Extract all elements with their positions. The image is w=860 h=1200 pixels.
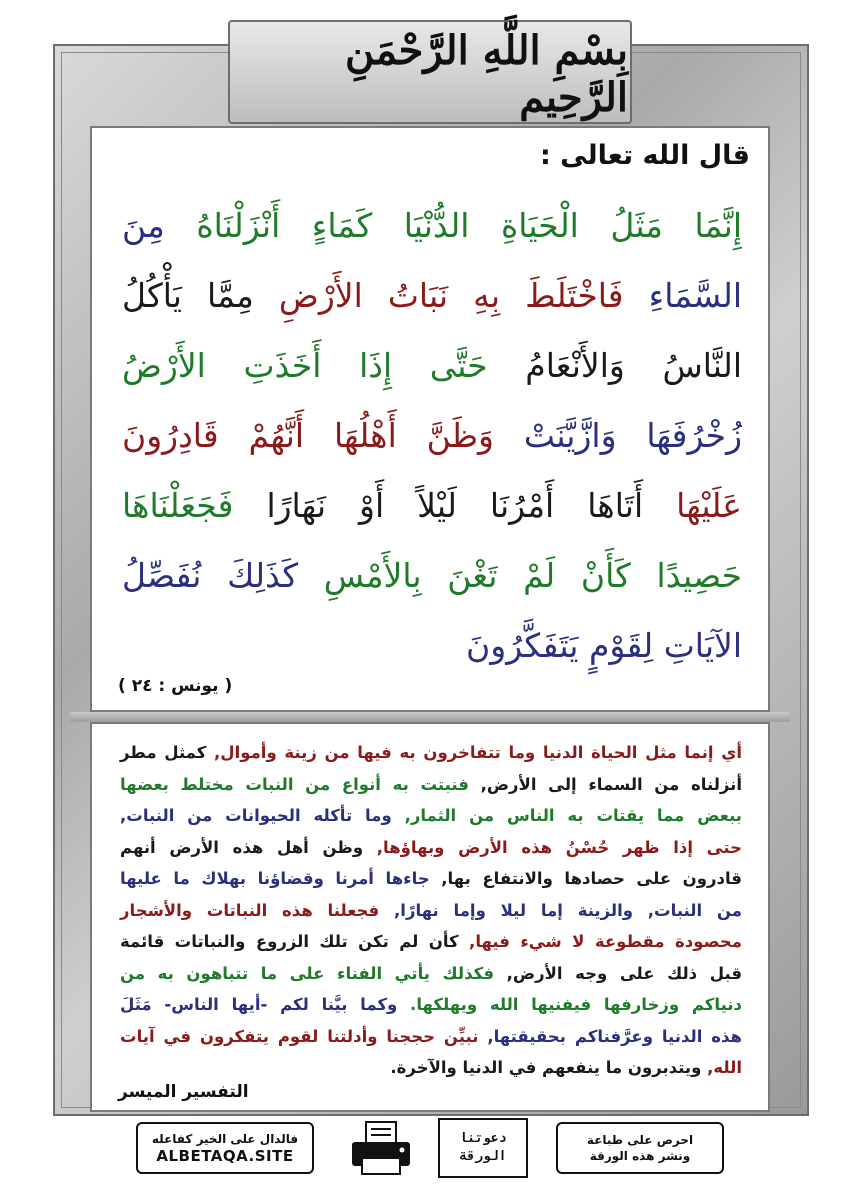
verse-segment: كَذَلِكَ نُفَصِّلُ	[122, 556, 299, 595]
tafsir-segment: من النبات, والزينة إما ليلا وإما نهارًا,	[394, 900, 742, 920]
verse-segment: وَظَنَّ أَهْلُهَا أَنَّهُمْ قَادِرُونَ	[122, 416, 494, 455]
tafsir-segment: ويتدبرون ما ينفعهم في الدنيا والآخرة.	[390, 1058, 708, 1077]
verse-segment: السَّمَاءِ	[623, 276, 742, 315]
footer-print-line1: احرص على طباعة	[586, 1133, 694, 1147]
verse-segment: مِمَّا يَأْكُلُ	[122, 276, 254, 315]
footer-left-box	[136, 1122, 314, 1174]
tafsir-segment: قبل ذلك على وجه الأرض,	[506, 963, 742, 983]
tafsir-line	[120, 864, 742, 894]
verse-line	[122, 476, 742, 536]
tafsir-line	[120, 801, 742, 831]
printer-icon	[348, 1120, 414, 1176]
verse-segment: الآيَاتِ لِقَوْمٍ يَتَفَكَّرُونَ	[466, 626, 742, 665]
tafsir-line	[120, 770, 742, 800]
verse-segment: زُخْرُفَهَا وَازَّيَّنَتْ	[494, 416, 743, 455]
verse-heading: قال الله تعالى :	[539, 140, 750, 171]
tafsir-segment: وظن أهل هذه الأرض أنهم	[120, 837, 377, 857]
verse-reference: ( يونس : ٢٤ )	[118, 676, 233, 696]
footer-bar	[130, 1118, 730, 1180]
verse-line	[122, 616, 742, 676]
verse-segment: حَتَّى إِذَا أَخَذَتِ الأَرْضُ	[122, 346, 488, 385]
tafsir-segment: فجعلنا هذه النباتات والأشجار	[120, 900, 395, 920]
verse-line	[122, 406, 742, 466]
tafsir-segment: جاءها أمرنا وقضاؤنا بهلاك ما عليها	[120, 869, 442, 888]
verse-line	[122, 546, 742, 606]
tafsir-segment: وكما بيَّنا لكم -أيها الناس- مَثَلَ	[120, 995, 411, 1014]
tafsir-segment: فكذلك يأتي الفناء على ما تتباهون به من	[120, 963, 507, 983]
tafsir-segment: ببعض مما يقتات به الناس من الثمار,	[404, 806, 742, 825]
basmala-calligraphy: بِسْمِ اللَّهِ الرَّحْمَنِ الرَّحِيم	[345, 27, 628, 121]
verse-segment: النَّاسُ وَالأَنْعَامُ	[487, 346, 742, 385]
tafsir-segment: الله,	[707, 1058, 742, 1077]
tafsir-line	[120, 1022, 742, 1052]
verse-segment: مِنَ	[122, 206, 197, 245]
verse-segment: أَتَاهَا أَمْرُنَا لَيْلاً أَوْ نَهَارًا	[233, 486, 644, 525]
tafsir-segment: نبيِّن حججنا وأدلتنا لقوم يتفكرون في آيات	[120, 1026, 488, 1046]
verse-segment: إِنَّمَا مَثَلُ الْحَيَاةِ الدُّنْيَا كَمَاءٍ أَنْزَلْنَاهُ	[196, 206, 742, 245]
tafsir-line	[120, 959, 742, 989]
verse-line	[122, 196, 742, 256]
verse-segment: فَاخْتَلَطَ بِهِ نَبَاتُ الأَرْضِ	[253, 276, 624, 315]
tafsir-segment: محصودة مقطوعة لا شيء فيها,	[469, 932, 742, 951]
footer-hadith: فالدال على الخير كفاعله	[151, 1132, 299, 1146]
tafsir-line	[120, 896, 742, 926]
verse-segment: عَلَيْهَا	[643, 486, 742, 525]
tafsir-line	[120, 927, 742, 957]
tafsir-segment: حتى إذا ظهر حُسْنُ هذه الأرض وبهاؤها,	[376, 837, 742, 857]
footer-print-line2: ونشر هذه الورقة	[589, 1149, 691, 1163]
tafsir-line	[120, 738, 742, 768]
tafsir-segment: قادرون على حصادها والانتفاع بها,	[441, 869, 742, 888]
tafsir-segment: دنياكم وزخارفها فيفنيها الله ويهلكها.	[410, 995, 742, 1014]
tafsir-line	[120, 990, 742, 1020]
tafsir-segment: كأن لم تكن تلك الزروع والنباتات قائمة	[120, 932, 470, 951]
tafsir-segment: أنزلناه من السماء إلى الأرض,	[480, 774, 743, 794]
tafsir-segment: كمثل مطر	[120, 743, 214, 762]
tafsir-segment: وما تأكله الحيوانات من النبات,	[120, 806, 405, 825]
tafsir-segment: فنبتت به أنواع من النبات مختلط بعضها	[120, 774, 481, 794]
verse-line	[122, 266, 742, 326]
verse-segment: فَجَعَلْنَاهَا	[122, 486, 234, 525]
dawatuna-logo: دعوتنا الورقة	[438, 1118, 528, 1178]
verse-line	[122, 336, 742, 396]
tafsir-line	[120, 1053, 742, 1083]
tafsir-segment: أي إنما مثل الحياة الدنيا وما تتفاخرون به فيها من زينة وأموال,	[214, 743, 742, 762]
footer-right-box	[556, 1122, 724, 1174]
tafsir-segment: هذه الدنيا وعرَّفناكم بحقيقتها,	[487, 1026, 742, 1046]
site-link[interactable]: ALBETAQA.SITE	[156, 1147, 294, 1165]
section-divider	[70, 712, 790, 722]
verse-segment: حَصِيدًا كَأَنْ لَمْ تَغْنَ بِالأَمْسِ	[298, 556, 743, 595]
tafsir-line	[120, 833, 742, 863]
tafsir-source: التفسير الميسر	[118, 1082, 249, 1102]
